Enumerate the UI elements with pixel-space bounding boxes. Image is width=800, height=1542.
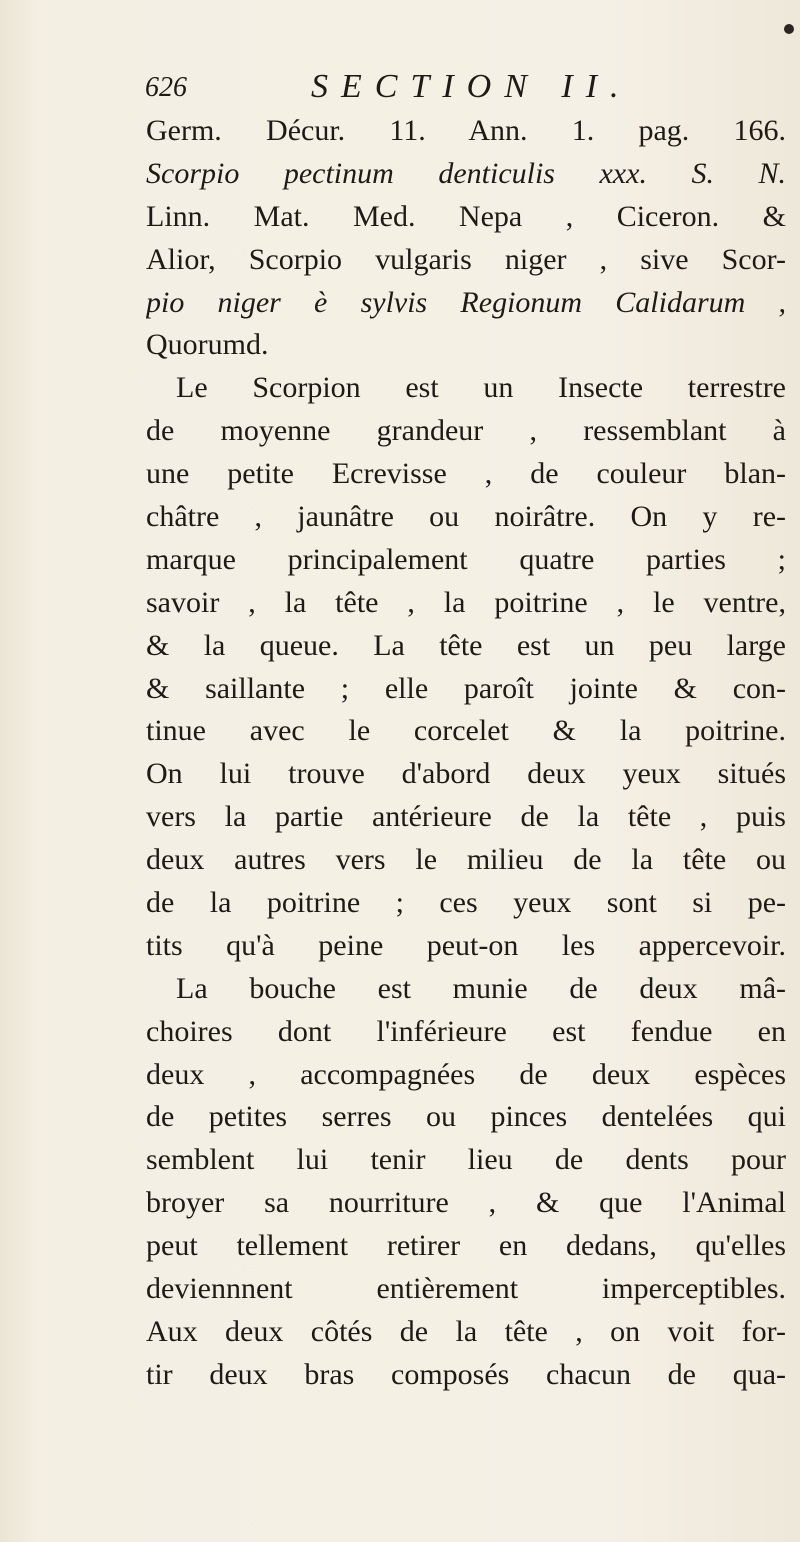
text-line: broyer sa nourriture , & que l'Animal bbox=[146, 1186, 786, 1220]
text-line: de la poitrine ; ces yeux sont si pe- bbox=[146, 886, 786, 920]
text-line: On lui trouve d'abord deux yeux situés bbox=[146, 757, 786, 791]
text-line: & la queue. La tête est un peu large bbox=[146, 628, 786, 662]
text-line: savoir , la tête , la poitrine , le ventre, bbox=[146, 585, 786, 619]
text-line: deux autres vers le milieu de la tête ou bbox=[146, 843, 786, 877]
running-head: SECTION II. bbox=[311, 68, 632, 105]
body-text bbox=[146, 110, 786, 1397]
text-line: & saillante ; elle paroît jointe & con- bbox=[146, 671, 786, 705]
text-line: tir deux bras composés chacun de qua- bbox=[146, 1357, 786, 1391]
page-number: 626 bbox=[145, 72, 187, 103]
text-line: de moyenne grandeur , ressemblant à bbox=[146, 414, 786, 448]
ink-mark bbox=[784, 24, 794, 34]
text-line: tits qu'à peine peut-on les appercevoir. bbox=[146, 928, 786, 962]
text-line: Aux deux côtés de la tête , on voit for- bbox=[146, 1314, 786, 1348]
text-line: peut tellement retirer en dedans, qu'elles bbox=[146, 1229, 786, 1263]
text-line: Quorumd. bbox=[146, 328, 269, 362]
text-line: marque principalement quatre parties ; bbox=[146, 542, 786, 576]
text-line: deux , accompagnées de deux espèces bbox=[146, 1057, 786, 1091]
text-line: tinue avec le corcelet & la poitrine. bbox=[146, 714, 786, 748]
text-line: Scorpio pectinum denticulis xxx. S. N. bbox=[146, 156, 786, 190]
text-line: Le Scorpion est un Insecte terrestre bbox=[176, 371, 786, 405]
text-line: choires dont l'inférieure est fendue en bbox=[146, 1014, 786, 1048]
text-line: vers la partie antérieure de la tête , puis bbox=[146, 800, 786, 834]
text-line: semblent lui tenir lieu de dents pour bbox=[146, 1143, 786, 1177]
text-line: pio niger è sylvis Regionum Calidarum , bbox=[146, 285, 786, 319]
text-line: Linn. Mat. Med. Nepa , Ciceron. & bbox=[146, 199, 786, 233]
text-line: de petites serres ou pinces dentelées qui bbox=[146, 1100, 786, 1134]
text-line: Germ. Décur. 11. Ann. 1. pag. 166. bbox=[146, 114, 786, 147]
text-line: Alior, Scorpio vulgaris niger , sive Scor- bbox=[146, 242, 786, 276]
text-line: châtre , jaunâtre ou noirâtre. On y re- bbox=[146, 500, 786, 534]
text-line: La bouche est munie de deux mâ- bbox=[176, 971, 786, 1005]
page-header bbox=[145, 68, 785, 112]
text-line: deviennnent entièrement imperceptibles. bbox=[146, 1272, 786, 1306]
text-line: une petite Ecrevisse , de couleur blan- bbox=[146, 457, 786, 491]
